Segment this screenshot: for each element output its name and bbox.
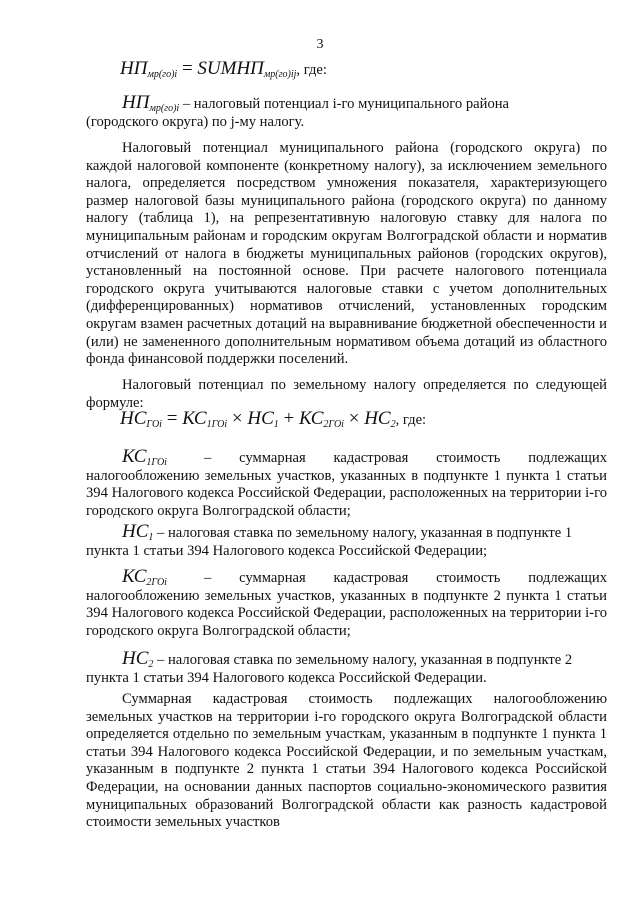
paragraph-land-tax: Налоговый потенциал по земельному налогу определяется по следующей формуле: (86, 377, 607, 411)
def5-symbol: $НС_2$ (122, 648, 154, 670)
definition-ns2 (86, 650, 607, 687)
def2-rest: налогообложению земельных участков, указанных в подпункте 1 пункта 1 статьи 394 Налогового кодекса Российской Федерации, расположенных на территории i-го городского округа Волгоградской области; (86, 467, 607, 519)
paragraph-tax-potential: Налоговый потенциал муниципального района (городского округа) по каждой налоговой компоненте (конкретному налогу), за исключением земельного налога, определяется посредством умножения показателя, характеризующего размер налоговой базы муниципального района (городского округа) по данному налогу (таблица 1), на репрезентативную налоговую ставку для налога по муниципальным районам и городским округам Волгоградской области и норматив отчислений от налога в бюджеты муниципальных районов (городских округов), установленный на постоянной основе. При расчете налогового потенциала городского округа учитываются налоговые ставки с учетом дополнительных (дифференцированных) нормативов отчислений, установленных городским округам взамен расчетных дотаций на выравнивание бюджетной обеспеченности и (или) не замененного дополнительным нормативом объема дотаций из областного фонда финансовой поддержки поселений. (86, 140, 607, 368)
def3-line1: – налоговая ставка по земельному налогу, указанная в подпункте 1 (153, 525, 573, 541)
formula1-eq: = (177, 58, 198, 79)
def3-rest: пункта 1 статьи 394 Налогового кодекса Российской Федерации; (86, 542, 488, 559)
def1-text: – налоговый потенциал i-го муниципального района (179, 96, 510, 112)
formula1-lhs: НП (120, 58, 148, 79)
def4-symbol: $КС_{2ГОi}$ (122, 566, 167, 588)
def3-symbol: $НС_1$ (122, 521, 154, 543)
formula1-rhs-sub: мр(го)ij (263, 69, 297, 80)
definition-ns1 (86, 523, 607, 560)
definition-ks1 (86, 448, 607, 520)
def1-cont: (городского округа) по j-му налогу. (86, 113, 305, 130)
def4-rest: налогообложению земельных участков, указанных в подпункте 2 пункта 1 статьи 394 Налогового кодекса Российской Федерации, расположенных на территории i-го городского округа Волгоградской области; (86, 587, 607, 639)
paragraph-cadastral-value: Суммарная кадастровая стоимость подлежащих налогообложению земельных участков на территории i-го городского округа Волгоградской области определяется отдельно по земельным участкам, указанным в подпункте 1 пункта 1 статьи 394 Налогового кодекса Российской Федерации, и по земельным участкам, указанным в подпункте 2 пункта 1 статьи 394 Налогового кодекса Российской Федерации, на основании данных паспортов социально-экономического развития муниципальных образований Волгоградской области как разность кадастровой стоимости земельных участков (86, 691, 607, 831)
def2-line1: – суммарная кадастровая стоимость подлежащих (204, 450, 607, 466)
def5-line1: – налоговая ставка по земельному налогу, указанная в подпункте 2 (153, 652, 573, 668)
formula-land-tax: $НС_{ГОi} = КС_{1ГОi} \times НС_1 + КС_{2ГОi} \times НС_2$, где: (120, 408, 427, 430)
def2-symbol: $КС_{1ГОi}$ (122, 446, 167, 468)
definition-ks2 (86, 568, 607, 640)
def1-symbol: $НП_{мр(го)i}$ (122, 92, 180, 114)
formula1-tail: , где: (296, 62, 327, 78)
formula1-rhs: SUMНП (197, 58, 264, 79)
definition-np (86, 94, 607, 131)
formula-tax-potential (120, 60, 327, 80)
page-number: 3 (316, 37, 324, 52)
formula1-lhs-sub: мр(го)i (147, 69, 178, 80)
def5-rest: пункта 1 статьи 394 Налогового кодекса Российской Федерации. (86, 669, 487, 686)
def4-line1: – суммарная кадастровая стоимость подлежащих (204, 570, 607, 586)
